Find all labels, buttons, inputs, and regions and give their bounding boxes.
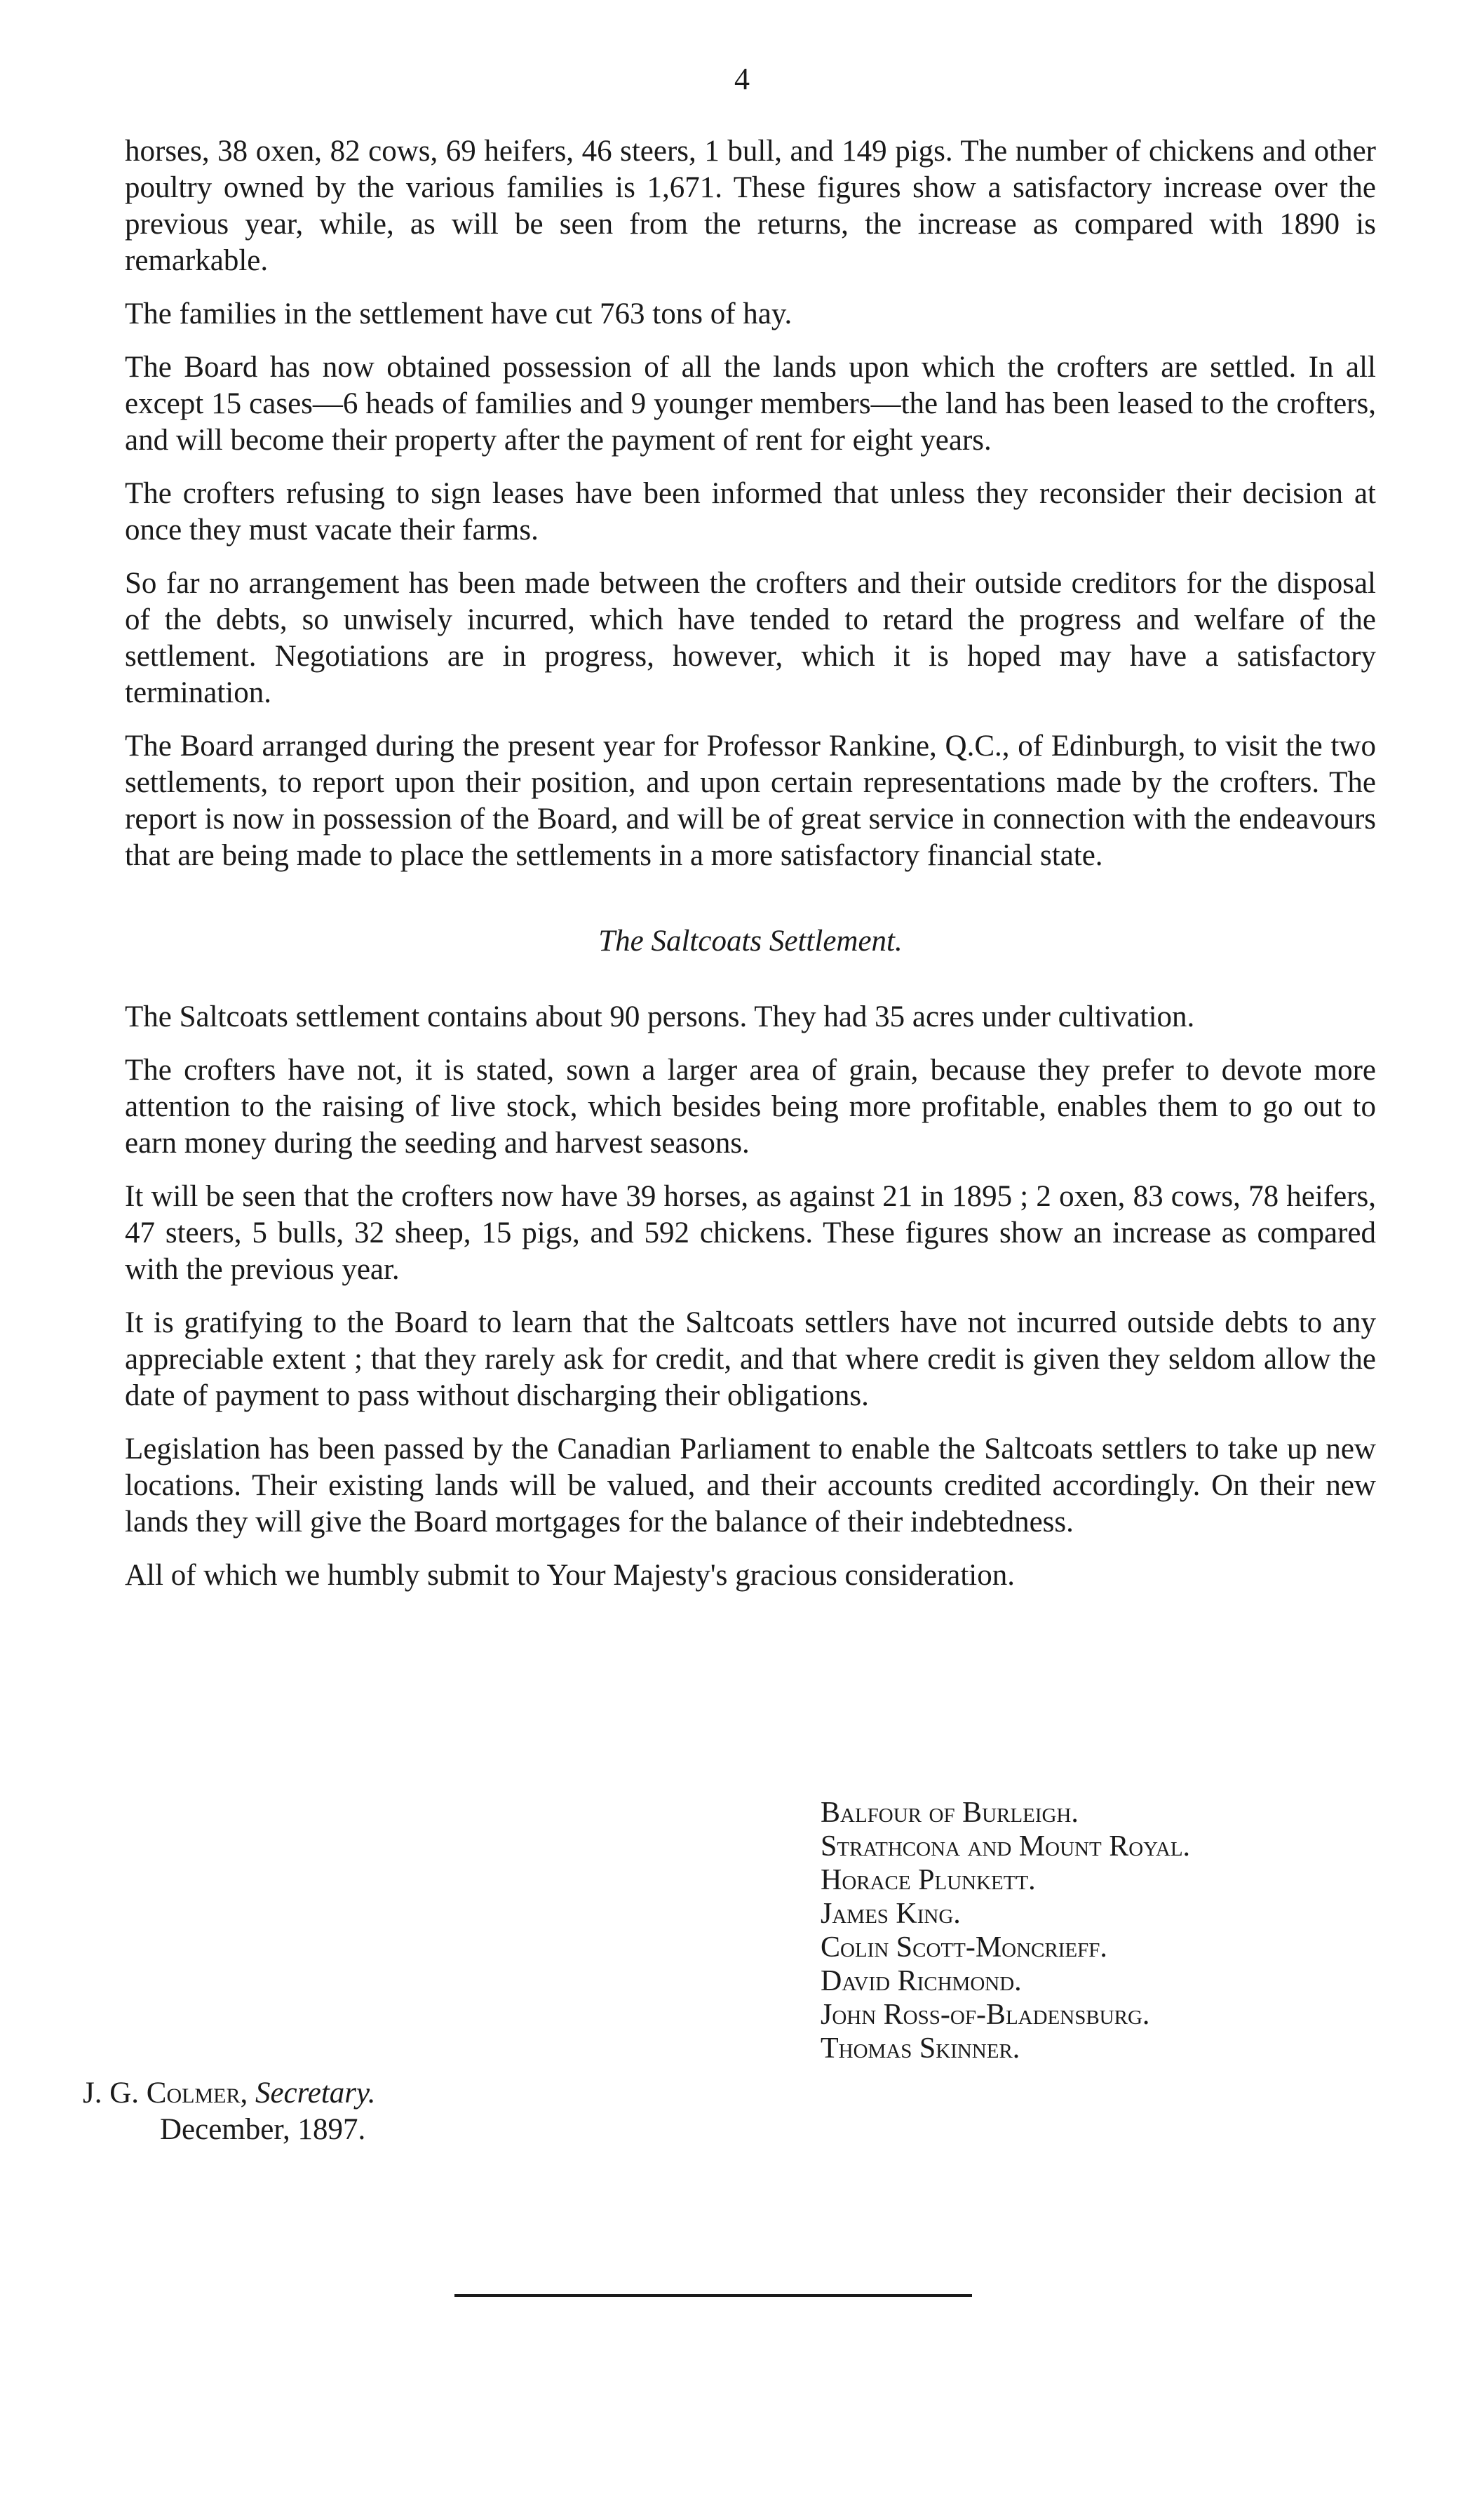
paragraph: The crofters refusing to sign leases have been informed that unless they reconsider their decision at once they must vacate their farms. <box>125 477 1376 547</box>
paragraph: It will be seen that the crofters now have 39 horses, as against 21 in 1895 ; 2 oxen, 83 cows, 78 heifers, 47 steers, 5 bulls, 32 sheep, 15 pigs, and 592 chickens. These figures show an increase as compared with the previous year. <box>125 1180 1376 1286</box>
document-date: December, 1897. <box>160 2113 366 2146</box>
document-body <box>125 133 1376 1611</box>
signature: David Richmond. <box>821 1965 1022 1997</box>
signature: James King. <box>821 1898 961 1930</box>
signature: Balfour of Burleigh. <box>821 1797 1079 1829</box>
paragraph: Legislation has been passed by the Canadian Parliament to enable the Saltcoats settlers to take up new locations. Their existing lands will be valued, and their accounts credited accordingly. On their new lands they will give the Board mortgages for the balance of their indebtedness. <box>125 1433 1376 1538</box>
signature: Colin Scott-Moncrieff. <box>821 1931 1107 1964</box>
closing-rule <box>454 2294 972 2297</box>
paragraph: The Board arranged during the present year for Professor Rankine, Q.C., of Edinburgh, to visit the two settlements, to report upon their position, and upon certain representations made by the crofters. The report is now in possession of the Board, and will be of great service in connection with the endeavours that are being made to place the settlements in a more satisfactory financial state. <box>125 730 1376 872</box>
secretary-block <box>83 2075 376 2148</box>
paragraph: The crofters have not, it is stated, sown a larger area of grain, because they prefer to devote more attention to the raising of live stock, which besides being more profitable, enables them to go out to earn money during the seeding and harvest seasons. <box>125 1054 1376 1160</box>
signature-list <box>821 1796 1396 2065</box>
closing-statement: All of which we humbly submit to Your Majesty's gracious consideration. <box>125 1559 1015 1592</box>
signature: Horace Plunkett. <box>821 1864 1036 1896</box>
secretary-role: Secretary. <box>255 2077 376 2110</box>
paragraph: The Saltcoats settlement contains about 90 persons. They had 35 acres under cultivation. <box>125 1000 1195 1033</box>
paragraph: The Board has now obtained possession of all the lands upon which the crofters are settled. In all except 15 cases—6 heads of families and 9 younger members—the land has been leased to the crofters, and will become their property after the payment of rent for eight years. <box>125 351 1376 457</box>
signature: John Ross-of-Bladensburg. <box>821 1999 1150 2031</box>
paragraph: So far no arrangement has been made between the crofters and their outside creditors for the disposal of the debts, so unwisely incurred, which have tended to retard the progress and welfare of the settlement. Negotiations are in progress, however, which it is hoped may have a satisfactory termination. <box>125 567 1376 709</box>
signature: Strathcona and Mount Royal. <box>821 1830 1191 1863</box>
secretary-name: J. G. Colmer, <box>83 2077 248 2110</box>
paragraph: The families in the settlement have cut 763 tons of hay. <box>125 297 792 330</box>
page-number: 4 <box>734 62 750 96</box>
paragraph: horses, 38 oxen, 82 cows, 69 heifers, 46 steers, 1 bull, and 149 pigs. The number of chickens and other poultry owned by the various families is 1,671. These figures show a satisfactory increase over the previous year, while, as will be seen from the returns, the increase as compared with 1890 is remarkable. <box>125 135 1376 277</box>
section-heading: The Saltcoats Settlement. <box>598 925 903 958</box>
signature: Thomas Skinner. <box>821 2032 1020 2065</box>
paragraph: It is gratifying to the Board to learn that the Saltcoats settlers have not incurred outside debts to any appreciable extent ; that they rarely ask for credit, and that where credit is given they seldom allow the date of payment to pass without discharging their obligations. <box>125 1306 1376 1412</box>
